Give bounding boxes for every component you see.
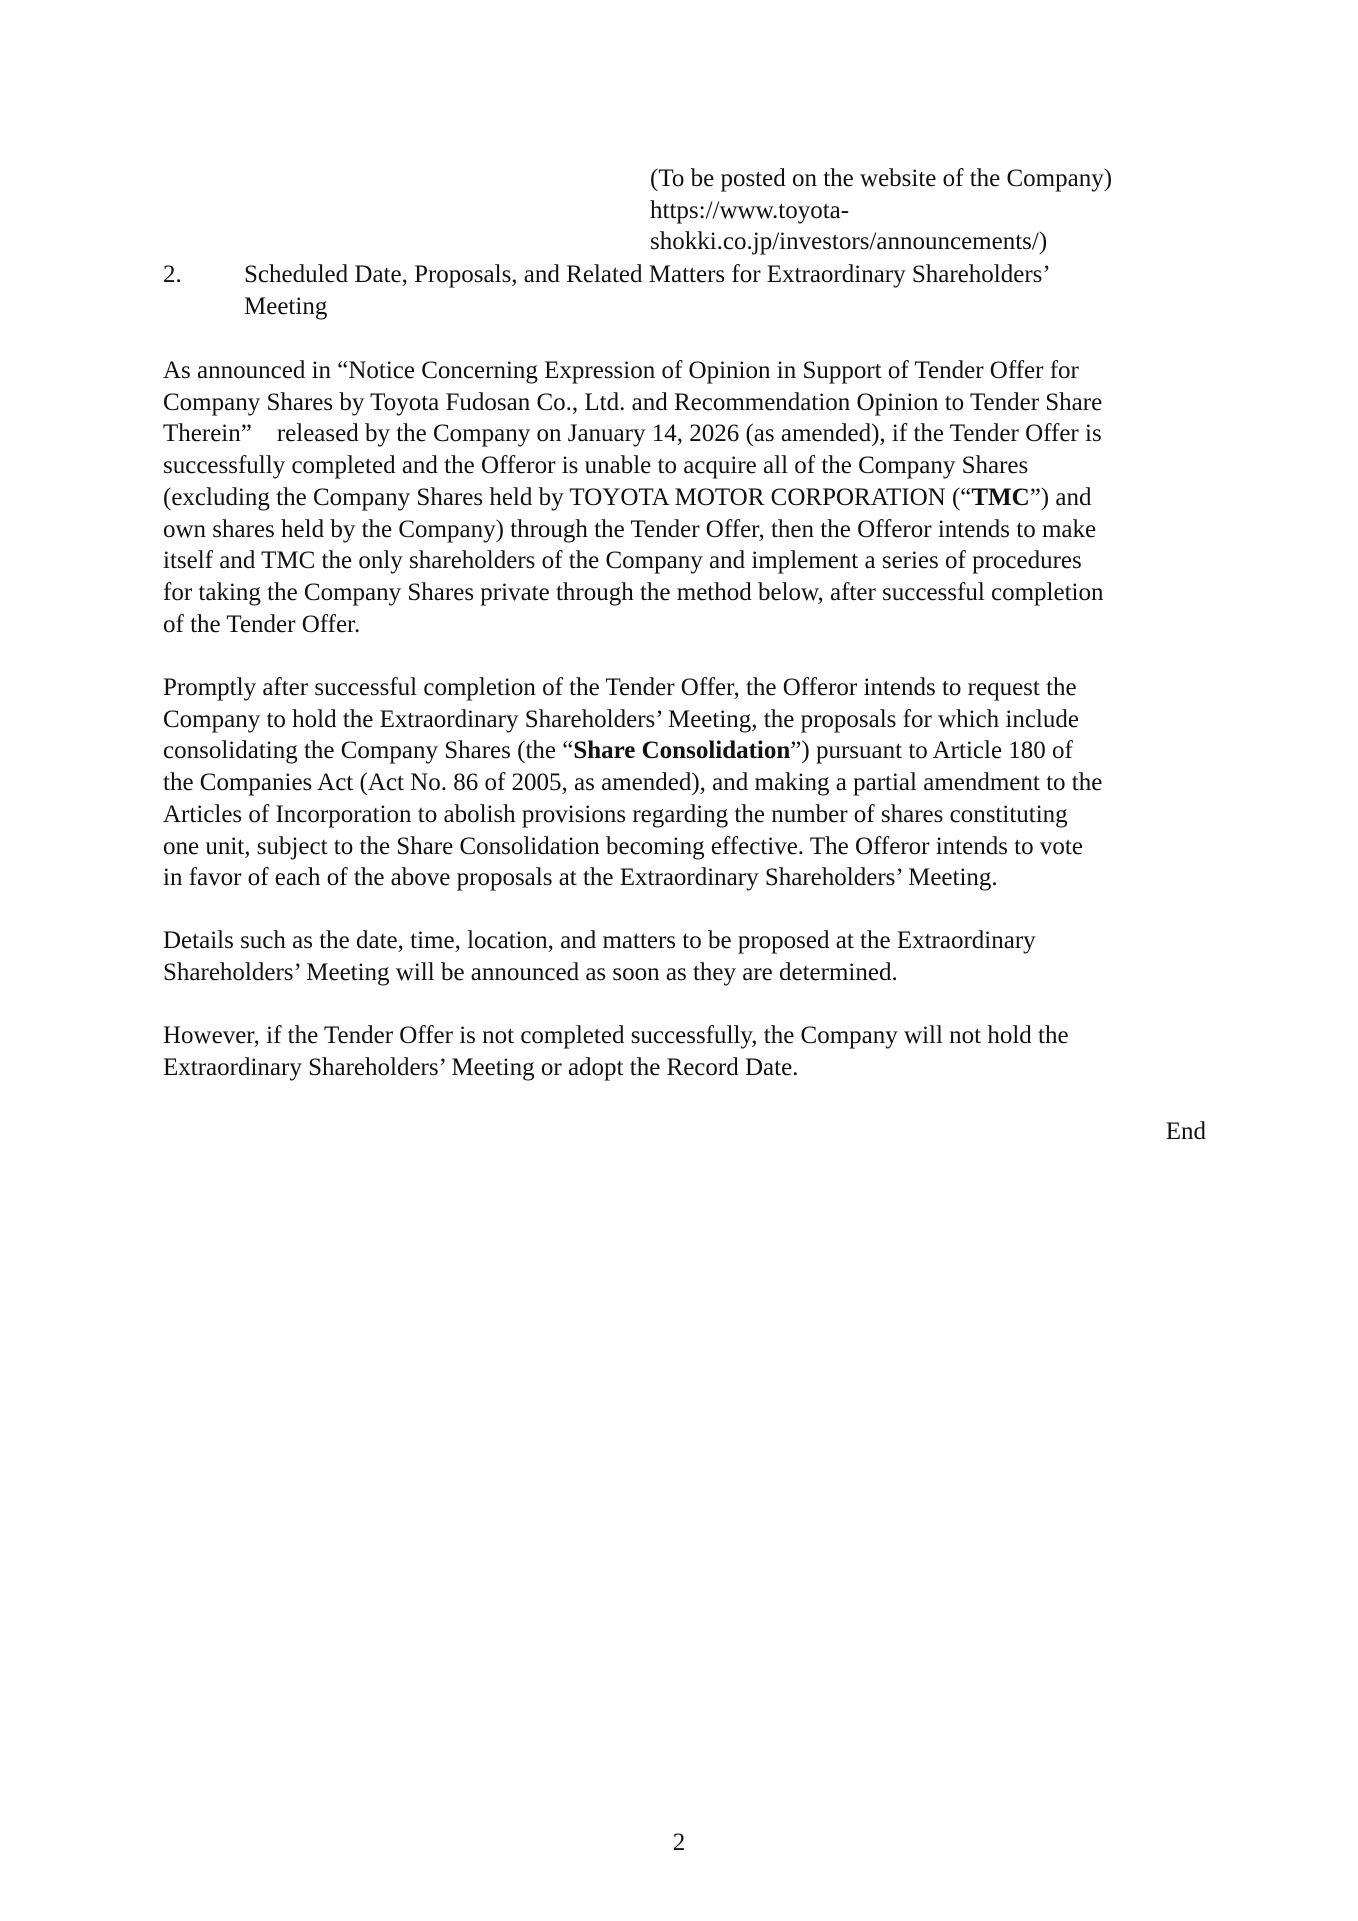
paragraph-line: Details such as the date, time, location, and matters to be proposed at the Extraordinary — [163, 927, 1036, 954]
paragraph-line: itself and TMC the only shareholders of the Company and implement a series of procedures — [163, 547, 1082, 575]
paragraph-line: Articles of Incorporation to abolish provisions regarding the number of shares constituting — [163, 800, 1068, 828]
paragraph-line: Company Shares by Toyota Fudosan Co., Ltd. and Recommendation Opinion to Tender Share — [163, 388, 1103, 416]
paragraph-line — [163, 482, 1213, 514]
section-title — [244, 259, 1144, 322]
paragraph-line: Company to hold the Extraordinary Shareholders’ Meeting, the proposals for which include — [163, 705, 1079, 733]
section-number: 2. — [163, 261, 182, 288]
section-title-line: Meeting — [244, 292, 328, 320]
paragraph-line: in favor of each of the above proposals at the Extraordinary Shareholders’ Meeting. — [163, 864, 998, 892]
section-title-line: Scheduled Date, Proposals, and Related Matters for Extraordinary Shareholders’ — [244, 261, 1051, 288]
paragraph-share-consolidation — [163, 672, 1213, 894]
paragraph-line: Shareholders’ Meeting will be announced as soon as they are determined. — [163, 958, 898, 986]
paragraph-line: As announced in “Notice Concerning Expression of Opinion in Support of Tender Offer for — [163, 357, 1079, 384]
paragraph-line: one unit, subject to the Share Consolidation becoming effective. The Offeror intends to vote — [163, 832, 1083, 860]
line-text: consolidating the Company Shares (the “ — [163, 737, 574, 765]
paragraph-line: successfully completed and the Offeror is unable to acquire all of the Company Shares — [163, 452, 1029, 480]
website-posting-note — [650, 163, 1170, 258]
paragraph-meeting-details — [163, 925, 1213, 988]
paragraph-line: Promptly after successful completion of the Tender Offer, the Offeror intends to request the — [163, 674, 1077, 701]
paragraph-line: However, if the Tender Offer is not completed successfully, the Company will not hold the — [163, 1022, 1069, 1049]
end-mark: End — [1165, 1118, 1206, 1145]
paragraph-line: the Companies Act (Act No. 86 of 2005, as amended), and making a partial amendment to the — [163, 769, 1103, 797]
line-text: ”) and — [1029, 483, 1092, 511]
page-number: 2 — [672, 1829, 686, 1856]
paragraph-line: Therein” released by the Company on January 14, 2026 (as amended), if the Tender Offer is — [163, 420, 1102, 448]
line-text: ”) pursuant to Article 180 of — [790, 737, 1073, 765]
paragraph-line: for taking the Company Shares private through the method below, after successful completion — [163, 578, 1104, 606]
paragraph-tender-offer-background — [163, 355, 1213, 640]
posting-note-url-line: shokki.co.jp/investors/announcements/) — [650, 228, 1048, 256]
defined-term-share-consolidation: Share Consolidation — [573, 737, 791, 765]
posting-note-line: (To be posted on the website of the Company) — [650, 165, 1113, 192]
paragraph-line: own shares held by the Company) through the Tender Offer, then the Offeror intends to make — [163, 515, 1097, 543]
paragraph-line: of the Tender Offer. — [163, 610, 361, 638]
paragraph-line — [163, 735, 1213, 767]
paragraph-offer-not-completed — [163, 1020, 1213, 1083]
paragraph-line: Extraordinary Shareholders’ Meeting or adopt the Record Date. — [163, 1053, 799, 1081]
line-text: (excluding the Company Shares held by TOYOTA MOTOR CORPORATION (“ — [163, 483, 972, 511]
defined-term-tmc: TMC — [971, 483, 1030, 511]
posting-note-url-line: https://www.toyota- — [650, 196, 850, 224]
